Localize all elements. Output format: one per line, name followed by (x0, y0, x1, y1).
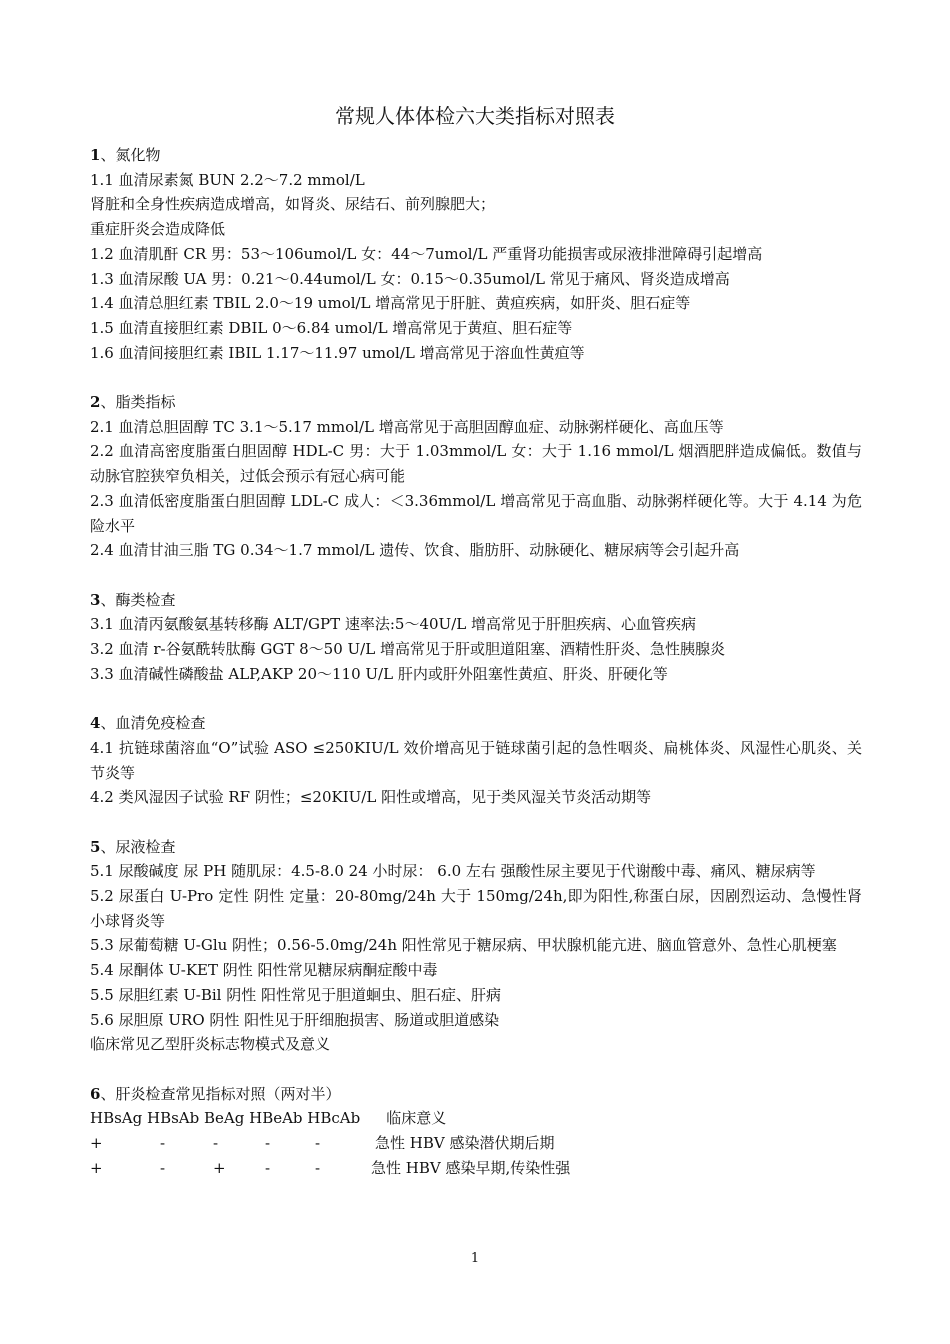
hb-meaning: 急性 HBV 感染早期,传染性强 (371, 1158, 571, 1177)
section-heading-4: 4、血清免疫检查 (90, 714, 206, 733)
section-gap (90, 365, 862, 390)
hb-cell: - (160, 1134, 166, 1153)
hb-cell: - (160, 1158, 166, 1177)
text-line: 5.6 尿胆原 URO 阴性 阳性见于肝细胞损害、肠道或胆道感染 (90, 1010, 500, 1029)
hb-table-row (90, 1131, 862, 1156)
text-line: 2.4 血清甘油三脂 TG 0.34～1.7 mmol/L 遗传、饮食、脂肪肝、动脉硬化、糖尿病等会引起升高 (90, 541, 740, 560)
hb-cell: + (90, 1134, 103, 1153)
hb-header-markers: HBsAg HBsAb BeAg HBeAb HBcAb (90, 1109, 361, 1128)
hb-table-row (90, 1156, 862, 1181)
page-title: 常规人体体检六大类指标对照表 (335, 104, 615, 128)
hb-cell: - (315, 1134, 321, 1153)
text-paragraph: 4.1 抗链球菌溶血“O”试验 ASO ≤250KIU/L 效价增高见于链球菌引起的急性咽炎、扁桃体炎、风湿性心肌炎、关节炎等 (90, 738, 862, 782)
text-paragraph: 5.2 尿蛋白 U-Pro 定性 阴性 定量：20-80mg/24h 大于 150mg/24h,即为阳性,称蛋白尿，因剧烈运动、急慢性肾小球肾炎等 (90, 887, 862, 930)
text-line: 2.1 血清总胆固醇 TC 3.1～5.17 mmol/L 增高常见于高胆固醇血症、动脉粥样硬化、高血压等 (90, 417, 724, 436)
text-paragraph: 2.3 血清低密度脂蛋白胆固醇 LDL-C 成人：＜3.36mmol/L 增高常见于高血脂、动脉粥样硬化等。大于 4.14 为危险水平 (90, 491, 862, 535)
section-gap (90, 810, 862, 835)
section-heading-1: 1、氮化物 (90, 146, 161, 164)
section-heading-2: 2、脂类指标 (90, 393, 176, 412)
section-gap (90, 1057, 862, 1082)
text-line: 4.2 类风湿因子试验 RF 阴性；≤20KIU/L 阳性或增高，见于类风湿关节炎活动期等 (90, 788, 652, 807)
text-line: 1.5 血清直接胆红素 DBIL 0～6.84 umol/L 增高常见于黄疸、胆石症等 (90, 318, 573, 337)
text-line: 3.2 血清 r-谷氨酰转肽酶 GGT 8～50 U/L 增高常见于肝或胆道阻塞、酒精性肝炎、急性胰腺炎 (90, 640, 725, 659)
text-line: 1.2 血清肌酐 CR 男：53～106umol/L 女：44～7umol/L 严重肾功能损害或尿液排泄障碍引起增高 (90, 244, 763, 263)
hb-header-meaning: 临床意义 (386, 1109, 447, 1128)
section-heading-6: 6、肝炎检查常见指标对照（两对半） (90, 1084, 341, 1103)
text-line: 3.3 血清碱性磷酸盐 ALP,AKP 20～110 U/L 肝内或肝外阻塞性黄疸、肝炎、肝硬化等 (90, 664, 668, 683)
hb-cell: - (265, 1134, 271, 1153)
section-gap (90, 563, 862, 588)
text-line: 肾脏和全身性疾病造成增高，如肾炎、尿结石、前列腺肥大； (90, 195, 496, 214)
section-heading-3: 3、酶类检查 (90, 590, 176, 609)
text-line: 3.1 血清丙氨酸氨基转移酶 ALT/GPT 速率法:5～40U/L 增高常见于肝胆疾病、心血管疾病 (90, 615, 696, 634)
hb-meaning: 急性 HBV 感染潜伏期后期 (375, 1134, 555, 1153)
text-line: 重症肝炎会造成降低 (90, 220, 226, 239)
hb-cell: + (90, 1158, 103, 1177)
text-paragraph: 5.1 尿酸碱度 尿 PH 随肌尿：4.5-8.0 24 小时尿： 6.0 左右 强酸性尿主要见于代谢酸中毒、痛风、糖尿病等 (90, 862, 816, 881)
text-line: 5.4 尿酮体 U-KET 阴性 阳性常见糖尿病酮症酸中毒 (90, 961, 438, 980)
section-gap (90, 686, 862, 711)
text-line: 1.1 血清尿素氮 BUN 2.2～7.2 mmol/L (90, 170, 365, 189)
text-line: 临床常见乙型肝炎标志物模式及意义 (90, 1035, 331, 1054)
hb-table-header (90, 1106, 862, 1131)
text-line: 1.4 血清总胆红素 TBIL 2.0～19 umol/L 增高常见于肝脏、黄疸疾病，如肝炎、胆石症等 (90, 294, 691, 313)
hb-cell: - (265, 1158, 271, 1177)
text-paragraph: 5.3 尿葡萄糖 U-Glu 阴性；0.56-5.0mg/24h 阳性常见于糖尿病、甲状腺机能亢进、脑血管意外、急性心肌梗塞 (90, 936, 837, 955)
hb-cell: - (213, 1134, 219, 1153)
text-line: 5.5 尿胆红素 U-Bil 阴性 阳性常见于胆道蛔虫、胆石症、肝病 (90, 985, 501, 1004)
document-body (90, 143, 862, 1180)
text-paragraph: 2.2 血清高密度脂蛋白胆固醇 HDL-C 男：大于 1.03mmol/L 女：大于 1.16 mmol/L 烟酒肥胖造成偏低。数值与动脉官腔狭窄负相关，过低会预示有冠心病可能 (90, 442, 862, 486)
page-number: 1 (470, 1251, 480, 1266)
hb-cell: + (213, 1158, 226, 1177)
text-line: 1.6 血清间接胆红素 IBIL 1.17～11.97 umol/L 增高常见于溶血性黄疸等 (90, 343, 585, 362)
hb-cell: - (315, 1158, 321, 1177)
text-line: 1.3 血清尿酸 UA 男：0.21～0.44umol/L 女：0.15～0.35umol/L 常见于痛风、肾炎造成增高 (90, 269, 730, 288)
section-heading-5: 5、尿液检查 (90, 837, 176, 856)
